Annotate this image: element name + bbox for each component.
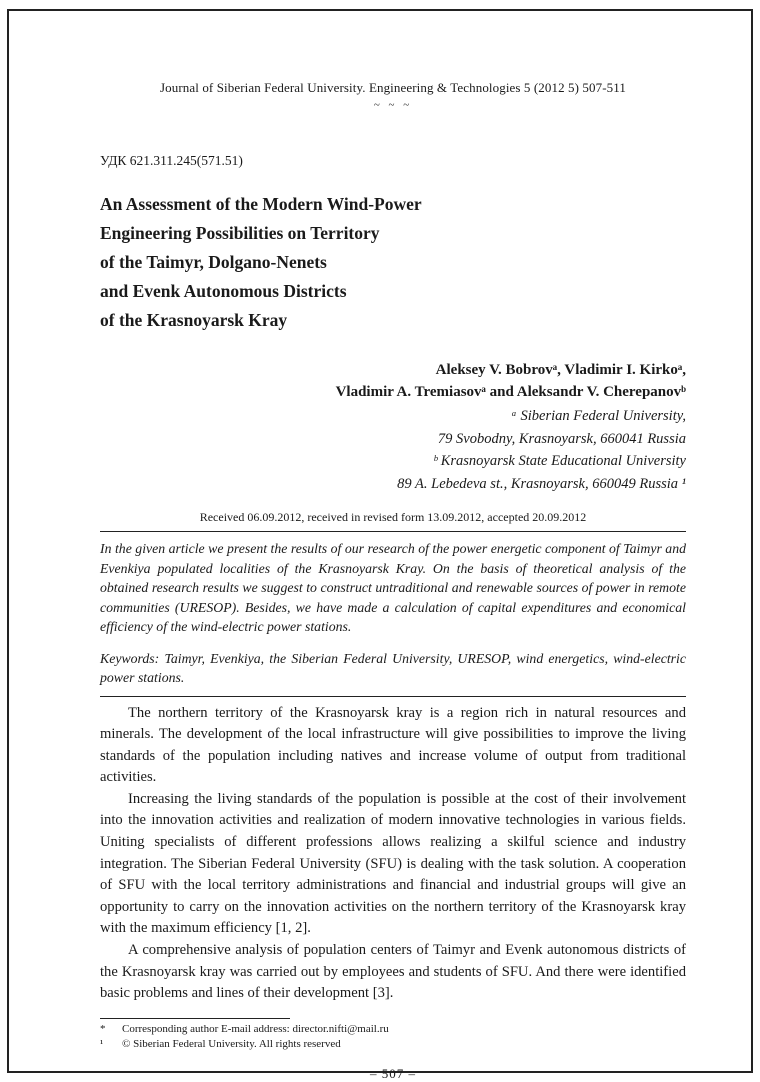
title-line: of the Taimyr, Dolgano-Nenets [100,252,327,272]
footnote-text: Corresponding author E-mail address: director.nifti@mail.ru [122,1022,389,1035]
footnote [100,1022,686,1038]
title-line: Engineering Possibilities on Territory [100,223,380,243]
body-paragraph: The northern territory of the Krasnoyarsk kray is a region rich in natural resources and minerals. The development of the local infrastructure will give possibilities to improve the living standards of the population including natives and increase volume of output from traditional activities. [100,704,686,786]
affiliations-block [100,405,686,495]
keywords-text: Keywords: Taimyr, Evenkiya, the Siberian Federal University, URESOP, wind energetics, wind-electric power stations. [100,650,686,685]
title-line: and Evenk Autonomous Districts [100,281,347,301]
paper-title [100,190,686,335]
footnote [100,1037,686,1053]
article-body [100,703,686,1005]
footnote-text: © Siberian Federal University. All rights reserved [122,1038,341,1051]
received-dates: Received 06.09.2012, received in revised form 13.09.2012, accepted 20.09.2012 [199,510,587,524]
abstract-text: In the given article we present the results of our research of the power energetic component of Taimyr and Evenkiya populated localities of the Krasnoyarsk Kray. On the basis of theoretical analysis of the obtained research results we suggest to construct untraditional and renewable sources of power in remote communities (URESOP). Besides, we have made a calculation of capital expenditures and economical efficiency of the wind-electric power stations. [100,541,686,634]
abstract-top-rule [100,531,686,532]
footnote-separator-rule [100,1018,290,1019]
page-number: – 507 – [370,1065,416,1081]
title-line: An Assessment of the Modern Wind-Power [100,194,422,214]
udc-code: УДК 621.311.245(571.51) [100,153,243,168]
affiliation-line: 79 Svobodny, Krasnoyarsk, 660041 Russia [437,430,686,447]
paper-page [100,0,686,1082]
body-paragraph: Increasing the living standards of the population is possible at the cost of their involvement into the innovation activities and realization of modern innovative technologies in various fields. Uniting specialists of different professions allows realizing a skilful science and industry integration. The Siberian Federal University (SFU) is dealing with the task solution. A cooperation of SFU with the local territory administrations and financial and industrial groups will give an opportunity to carry on the innovation activities on the northern territory of the Krasnoyarsk kray with the maximum efficiency [1, 2]. [100,790,686,937]
tilde-divider: ~ ~ ~ [373,99,413,111]
footnote-marker: ¹ [100,1038,104,1051]
affiliation-line: ᵃ Siberian Federal University, [511,408,686,424]
journal-header: Journal of Siberian Federal University. Engineering & Technologies 5 (2012 5) 507-511 [160,80,626,95]
body-paragraph: A comprehensive analysis of population centers of Taimyr and Evenk autonomous districts of the Krasnoyarsk kray was carried out by employees and students of SFU. And there were identified basic problems and lines of their development [3]. [100,942,686,1002]
footnote-marker: * [100,1022,106,1035]
authors-block [100,359,686,403]
title-line: of the Krasnoyarsk Kray [100,310,288,330]
abstract-bottom-rule [100,696,686,697]
affiliation-line: 89 A. Lebedeva st., Krasnoyarsk, 660049 Russia ¹ [397,475,686,492]
author-line: Aleksey V. Bobrovᵃ, Vladimir I. Kirkoᵃ, [435,362,686,378]
footnotes-block [100,1022,686,1053]
author-line: Vladimir A. Tremiasovᵃ and Aleksandr V. Cherepanovᵇ [335,384,686,400]
affiliation-line: ᵇ Krasnoyarsk State Educational University [433,453,686,469]
